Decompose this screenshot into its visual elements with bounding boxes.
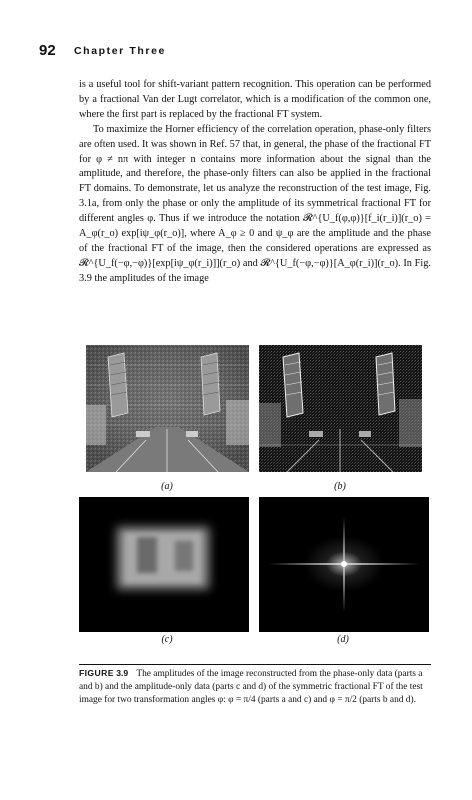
chapter-title: Chapter Three — [74, 45, 166, 57]
street-scene-image-b — [259, 345, 422, 472]
page-number: 92 — [39, 42, 56, 59]
subfigure-label-c: (c) — [161, 634, 173, 645]
caption-rule — [79, 664, 431, 665]
subfigure-label-b: (b) — [334, 481, 346, 492]
caption-number: 3.9 — [116, 668, 129, 678]
figure-panel-d — [259, 497, 429, 632]
subfigure-label-d: (d) — [337, 634, 349, 645]
paragraph-1: is a useful tool for shift-variant pattern recognition. This operation can be performed by a fractional Van der Lugt correlator, which is a modification of the common one, where the first part is replaced by the fractional FT system. — [79, 79, 431, 120]
paragraph-2: To maximize the Horner efficiency of the correlation operation, phase-only filters are often used. It was shown in Ref. 57 that, in general, the phase of the fractional FT for φ ≠ nπ with integer n contains more information about the signal than the amplitude, and therefore, the phase-only filters can also be applied in the fractional FT domains. To demonstrate, let us analyze the reconstruction of the test image, Fig. 3.1a, from only the phase or only the amplitude of its symmetrical fractional FT for different angles φ. Thus if we introduce the notation 𝓡^{U_f(φ,φ)}[f_i(r_i)](r_o) = A_φ(r_o) exp[iψ_φ(r_o)], where A_φ ≥ 0 and ψ_φ are the amplitude and the phase of the fractional FT of the image, then the considered operations are expressed as 𝓡^{U_f(−φ,−φ)}[exp[iψ_φ(r_i)]](r_o) and 𝓡^{U_f(−φ,−φ)}[A_φ(r_i)](r_o). In Fig. 3.9 the amplitudes of the image — [79, 123, 431, 284]
street-scene-image-a — [86, 345, 249, 472]
spectrum-image-d — [259, 497, 429, 632]
figure-panel-b — [259, 345, 422, 472]
body-text — [79, 78, 431, 287]
figure-panel-a — [86, 345, 249, 472]
figure-caption — [79, 667, 431, 708]
subfigure-label-a: (a) — [161, 481, 173, 492]
caption-text: The amplitudes of the image reconstructed from the phase-only data (parts a and b) and the amplitude-only data (parts c and d) of the symmetric fractional FT of the test image for two transformation angles φ: φ = π/4 (parts a and c) and φ = π/2 (parts b and d). — [79, 669, 423, 706]
caption-label: FIGURE — [79, 668, 114, 678]
blurred-image-c — [79, 497, 249, 632]
figure-panel-c — [79, 497, 249, 632]
